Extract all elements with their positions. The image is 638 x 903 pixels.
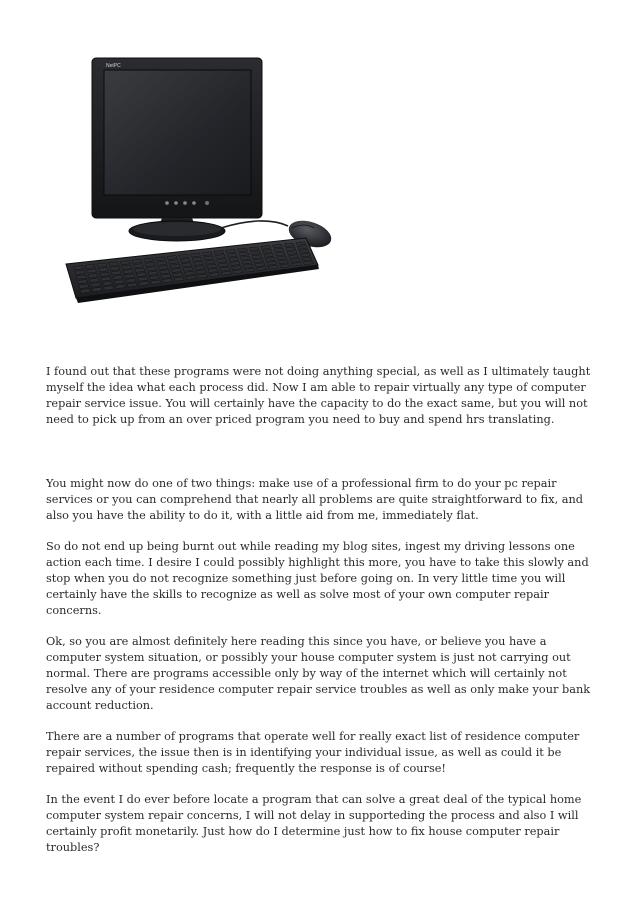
keyboard-key [194, 262, 204, 266]
keyboard-key [217, 259, 227, 263]
keyboard [66, 238, 319, 303]
keyboard-key [74, 266, 84, 270]
keyboard-key [191, 253, 201, 257]
article-body [46, 364, 594, 871]
keyboard-key [87, 269, 97, 273]
keyboard-key [249, 247, 259, 251]
paragraph: So do not end up being burnt out while reading my blog sites, ingest my driving lessons one action each time. I desire I could possibly highlight this more, you have to take this slowly and stop when you do not recognize something just before going on. In very little time you will certainly have the skills to recognize as well as solve most of your own computer repair concerns. [46, 540, 589, 617]
keyboard-key [122, 265, 132, 269]
keyboard-key [261, 246, 271, 250]
keyboard-key [204, 256, 214, 260]
keyboard-key [156, 257, 166, 261]
computer-photo [56, 50, 346, 320]
mouse-cable [221, 221, 288, 228]
keyboard-key [134, 264, 144, 268]
paragraph: Ok, so you are almost definitely here reading this since you have, or believe you have a computer system situation, or possibly your house computer system is just not carrying out normal. There are programs accessible only by way of the internet which will certainly not resolve any of your residence computer repair service troubles as well as only make your bank account reduction. [46, 635, 591, 712]
keyboard-key [182, 263, 192, 267]
computer-illustration [56, 50, 346, 320]
keyboard-key [167, 256, 177, 260]
keyboard-key [147, 267, 157, 271]
keyboard-key [145, 262, 155, 266]
keyboard-key [157, 261, 167, 265]
monitor-brand-label: NetPC [106, 63, 121, 69]
paragraph: I found out that these programs were not doing anything special, as well as I ultimately taught myself the idea what each process did. Now I am able to repair virtually any type of computer repair service issue. You will certainly have the capacity to do the exact same, but you will not need to pick up from an over priced program you need to buy and spend hrs translating. [46, 365, 591, 426]
keyboard-key [144, 258, 154, 262]
paragraph: In the event I do ever before locate a program that can solve a great deal of the typical home computer system repair concerns, I will not delay in supporteding the process and also I will certainly profit monetarily. Just how do I determine just how to fix house computer repair troubles? [46, 793, 582, 854]
keyboard-key [132, 259, 142, 263]
keyboard-key [76, 275, 86, 279]
keyboard-key [135, 268, 145, 272]
keyboard-key [202, 252, 212, 256]
keyboard-key [120, 261, 130, 265]
keyboard-key [216, 255, 226, 259]
keyboard-key [100, 272, 110, 276]
keyboard-key [136, 273, 146, 277]
keyboard-key [180, 259, 190, 263]
keyboard-key [110, 266, 120, 270]
keyboard-key [148, 271, 158, 275]
keyboard-key [109, 262, 119, 266]
keyboard-key [75, 270, 85, 274]
keyboard-key [97, 263, 107, 267]
keyboard-key [98, 268, 108, 272]
paragraph: You might now do one of two things: make use of a professional firm to do your pc repair services or you can comprehend that nearly all problems are quite straightforward to fix, and also you have the ability to do it, with a little aid from me, immediately flat. [46, 477, 583, 522]
keyboard-key [192, 257, 202, 261]
monitor [92, 58, 262, 241]
keyboard-key [214, 251, 224, 255]
paragraph: There are a number of programs that operate well for really exact list of residence computer repair services, the issue then is in identifying your individual issue, as well as could it be repaired without spending cash; frequently the response is of course! [46, 730, 580, 775]
keyboard-key [179, 254, 189, 258]
keyboard-key [85, 264, 95, 268]
